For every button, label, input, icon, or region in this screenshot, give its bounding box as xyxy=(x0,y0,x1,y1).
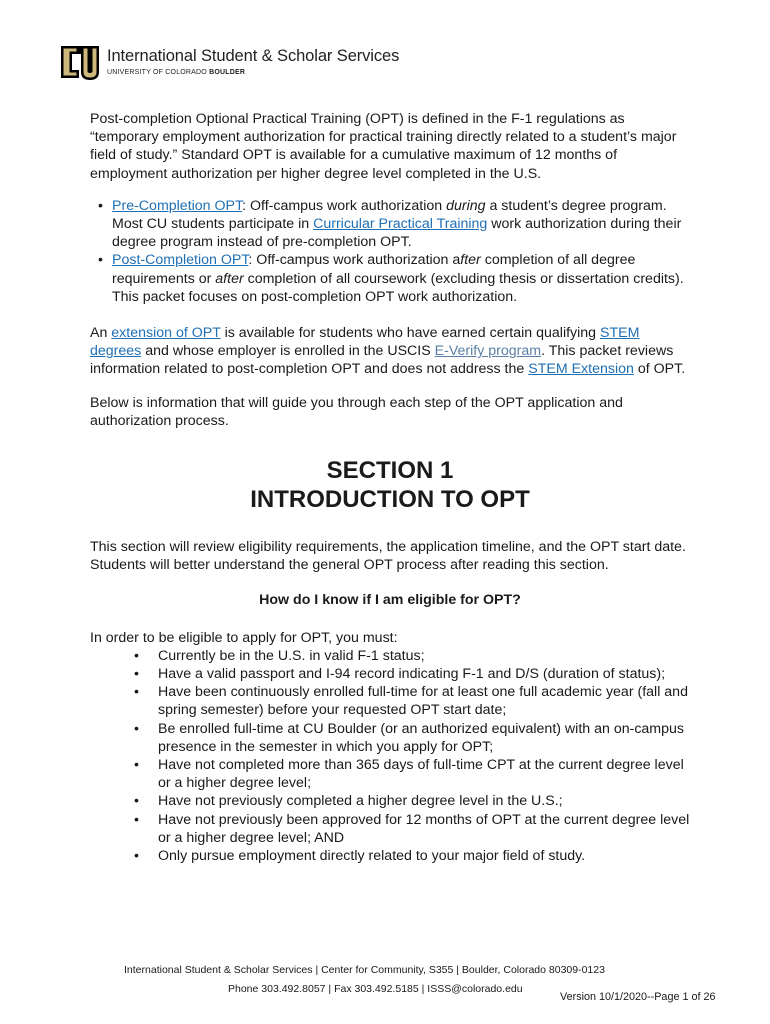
stem-degrees-link[interactable]: STEM degrees xyxy=(90,325,640,360)
section-title: INTRODUCTION TO OPT xyxy=(250,486,530,514)
list-item-post-completion: • Post-Completion OPT: Off-campus work authorization after completion of all degree requirements or after completion of all coursework (excluding thesis or dissertation credits). This packet focuses on post-completion OPT work authorization. xyxy=(90,251,690,306)
list-item: • Currently be in the U.S. in valid F-1 status; xyxy=(158,647,690,665)
list-item: • Have not previously completed a higher degree level in the U.S.; xyxy=(158,792,690,810)
opt-types-list xyxy=(90,197,690,306)
guide-paragraph: Below is information that will guide you through each step of the OPT application and authorization process. xyxy=(90,394,623,429)
list-item: • Be enrolled full-time at CU Boulder (or an authorized equivalent) with an on-campus presence in the semester in which you apply for OPT; xyxy=(158,720,690,756)
list-item: • Have not previously been approved for 12 months of OPT at the current degree level or a higher degree level; AND xyxy=(158,811,690,847)
page-number: Version 10/1/2020--Page 1 of 26 xyxy=(560,991,716,1003)
footer-contact: Phone 303.492.8057 | Fax 303.492.5185 | ISSS@colorado.edu xyxy=(228,983,523,995)
university-name: UNIVERSITY OF COLORADO BOULDER xyxy=(107,69,246,76)
cpt-link[interactable]: Curricular Practical Training xyxy=(313,216,488,233)
list-item: • Have been continuously enrolled full-time for at least one full academic year (fall and spring semester) before your requested OPT start date; xyxy=(158,683,690,719)
pre-completion-link[interactable]: Pre-Completion OPT xyxy=(112,197,243,214)
stem-extension-link[interactable]: STEM Extension xyxy=(528,361,634,378)
document-body xyxy=(90,110,690,865)
list-item: • Only pursue employment directly related to your major field of study. xyxy=(158,847,690,865)
section-intro: This section will review eligibility requirements, the application timeline, and the OPT start date. Students will better understand the general OPT process after reading this section. xyxy=(90,539,686,574)
post-completion-link[interactable]: Post-Completion OPT xyxy=(112,252,249,269)
cu-logo-icon xyxy=(59,42,101,82)
header-logo xyxy=(59,42,399,82)
opt-extension-link[interactable]: extension of OPT xyxy=(111,325,221,342)
stem-paragraph: An extension of OPT is available for students who have earned certain qualifying STEM degrees and whose employer is enrolled in the USCIS E-Verify program. This packet reviews information related to post-completion OPT and does not address the STEM Extension of OPT. xyxy=(90,325,686,378)
list-item: • Have a valid passport and I-94 record indicating F-1 and D/S (duration of status); xyxy=(158,665,690,683)
list-item: • Have not completed more than 365 days of full-time CPT at the current degree level or a higher degree level; xyxy=(158,756,690,792)
eligibility-list xyxy=(90,647,690,865)
eligibility-question: How do I know if I am eligible for OPT? xyxy=(259,592,521,609)
section-heading xyxy=(90,456,690,514)
org-name: International Student & Scholar Services xyxy=(107,47,400,65)
footer-address: International Student & Scholar Services | Center for Community, S355 | Boulder, Colorado 80309-0123 xyxy=(124,964,605,976)
section-number: SECTION 1 xyxy=(326,457,454,485)
e-verify-link[interactable]: E-Verify program xyxy=(434,343,542,360)
eligibility-lead: In order to be eligible to apply for OPT, you must: xyxy=(90,629,398,646)
intro-paragraph: Post-completion Optional Practical Training (OPT) is defined in the F-1 regulations as “temporary employment authorization for practical training directly related to a student’s major field of study.” Standard OPT is available for a cumulative maximum of 12 months of employment authorization per higher degree level completed in the U.S. xyxy=(90,111,677,182)
list-item-pre-completion: • Pre-Completion OPT: Off-campus work authorization during a student’s degree program. Most CU students participate in Curricular Practical Training work authorization during their degree program instead of pre-completion OPT. xyxy=(90,197,690,252)
